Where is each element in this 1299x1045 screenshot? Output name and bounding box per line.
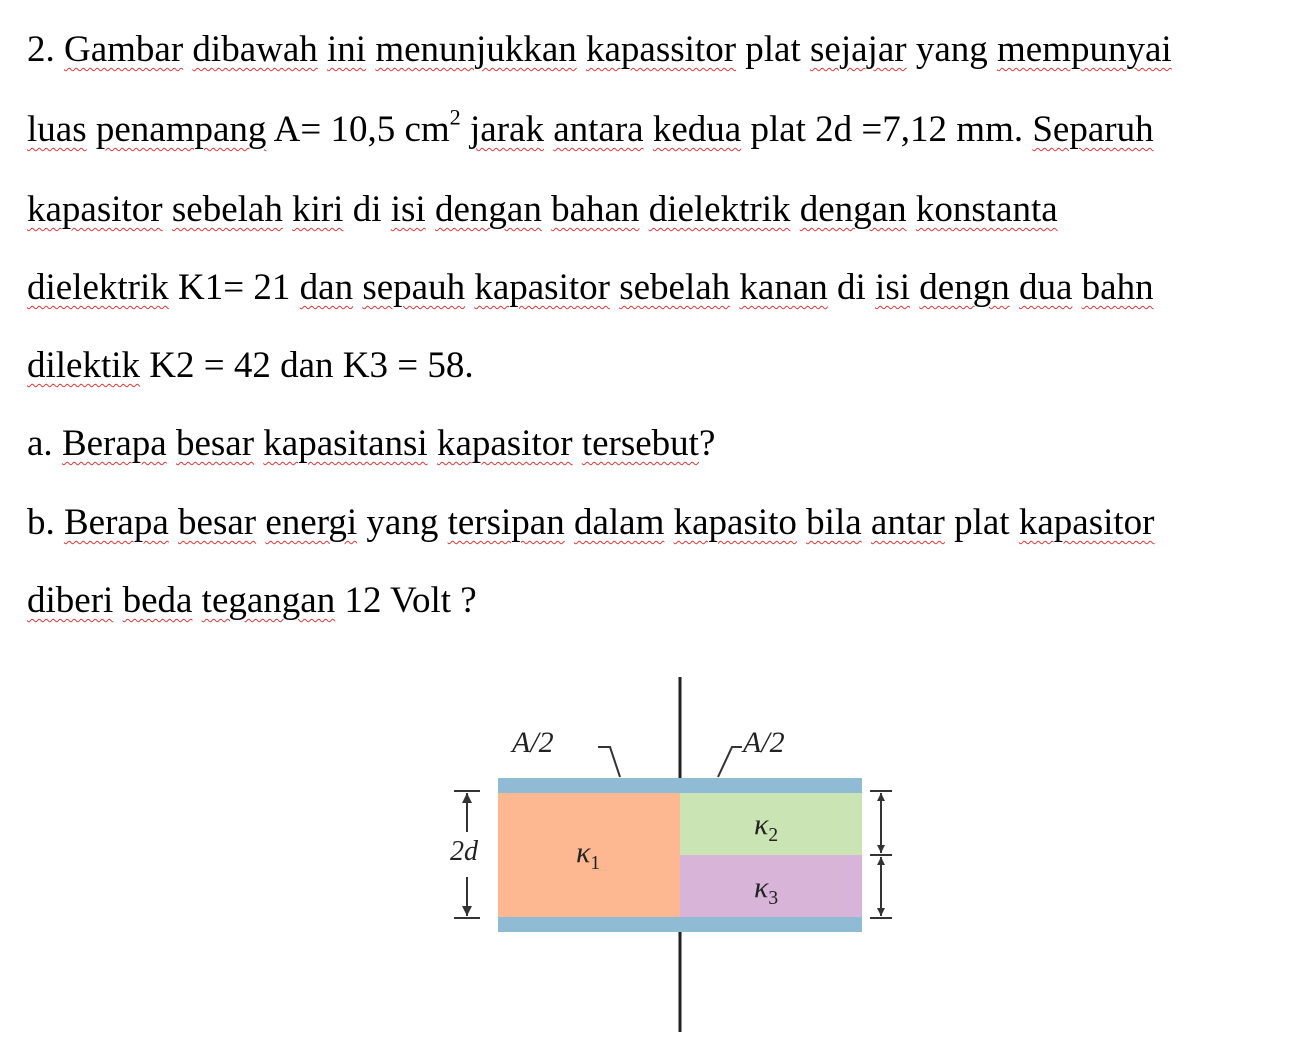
text-run	[862, 502, 871, 543]
text-run: K1= 21	[168, 267, 300, 308]
text-run	[318, 29, 327, 70]
left-area-leader	[598, 747, 620, 777]
text-line	[27, 343, 474, 389]
misspelled-word: mempunyai	[997, 29, 1172, 70]
text-run	[797, 502, 806, 543]
text-run: ?	[698, 423, 716, 464]
gap-dim-down-arrow	[462, 906, 472, 916]
gap-dim-up-arrow	[462, 793, 472, 803]
half-dim-arrow-3	[877, 857, 885, 865]
text-run: 12 Volt ?	[335, 580, 477, 621]
text-run	[664, 502, 673, 543]
k2-subscript: 2	[768, 824, 779, 846]
misspelled-word: dengan	[799, 189, 907, 230]
text-run	[366, 29, 375, 70]
misspelled-word: dielektrik	[648, 189, 791, 230]
text-run	[542, 189, 551, 230]
half-dim-arrow-2	[877, 845, 885, 853]
text-run	[428, 423, 437, 464]
text-run	[610, 267, 619, 308]
text-run: plat 2d =7,12 mm.	[741, 109, 1033, 150]
text-run: A= 10,5 cm	[266, 109, 450, 150]
text-run: yang	[906, 29, 997, 70]
text-run	[639, 189, 648, 230]
text-run: K2 = 42 dan K3 = 58.	[140, 345, 474, 386]
bottom-plate	[498, 917, 862, 932]
misspelled-word: jarak	[470, 109, 544, 150]
text-run	[565, 502, 574, 543]
misspelled-word: konstanta	[915, 189, 1058, 230]
text-run	[790, 189, 799, 230]
text-run	[192, 580, 201, 621]
capacitor-svg	[440, 672, 900, 1037]
text-run	[577, 29, 586, 70]
misspelled-word: dengn	[919, 267, 1010, 308]
misspelled-word: dilektik	[27, 345, 141, 386]
misspelled-word: kanan	[739, 267, 828, 308]
right-area-label: A/2	[743, 726, 785, 759]
half-dim-arrow-1	[877, 793, 885, 801]
text-run	[87, 109, 96, 150]
text-run	[256, 502, 265, 543]
misspelled-word: dibawah	[192, 29, 318, 70]
misspelled-word: dengan	[434, 189, 542, 230]
right-area-leader	[718, 747, 742, 777]
text-run	[1072, 267, 1081, 308]
misspelled-word: kapassitor	[586, 29, 737, 70]
k1-label	[576, 836, 600, 875]
text-run	[465, 267, 474, 308]
misspelled-word: tersipan	[447, 502, 565, 543]
text-run	[169, 502, 178, 543]
text-run	[283, 189, 292, 230]
left-area-label: A/2	[512, 726, 554, 759]
text-run: a.	[27, 423, 62, 464]
text-run	[910, 267, 919, 308]
text-run	[1010, 267, 1019, 308]
misspelled-word: beda	[122, 580, 193, 621]
misspelled-word: ini	[327, 29, 367, 70]
text-run: di	[343, 189, 391, 230]
misspelled-word: kapasitor	[436, 423, 573, 464]
text-run: b.	[27, 502, 64, 543]
misspelled-word: bahan	[551, 189, 640, 230]
misspelled-word: isi	[390, 189, 426, 230]
text-run	[167, 423, 176, 464]
text-run: plat	[944, 502, 1019, 543]
k3-label	[754, 871, 778, 910]
misspelled-word: antar	[870, 502, 945, 543]
misspelled-word: energi	[265, 502, 358, 543]
misspelled-word: dan	[299, 267, 354, 308]
misspelled-word: kapasitor	[474, 267, 610, 308]
text-line	[27, 27, 1172, 73]
misspelled-word: diberi	[27, 580, 114, 621]
misspelled-word: kiri	[292, 189, 344, 230]
text-run	[163, 189, 172, 230]
k1-subscript: 1	[590, 852, 601, 874]
misspelled-word: sebelah	[619, 267, 731, 308]
half-dim-arrow-4	[877, 908, 885, 916]
misspelled-word: kedua	[652, 109, 742, 150]
k2-label	[754, 808, 778, 847]
text-run: 2.	[27, 29, 64, 70]
text-run	[573, 423, 582, 464]
capacitor-diagram	[440, 672, 900, 1037]
text-run	[907, 189, 916, 230]
text-line	[27, 187, 1058, 233]
misspelled-word: besar	[175, 423, 255, 464]
misspelled-word: tersebut	[581, 423, 699, 464]
text-line	[27, 265, 1154, 311]
k3-subscript: 3	[768, 887, 779, 909]
misspelled-word: Berapa	[64, 502, 169, 543]
misspelled-word: Gambar	[64, 29, 184, 70]
text-run: plat	[736, 29, 811, 70]
misspelled-word: antara	[553, 109, 644, 150]
misspelled-word: bahn	[1081, 267, 1154, 308]
superscript: 2	[449, 104, 461, 130]
misspelled-word: sebelah	[171, 189, 283, 230]
misspelled-word: luas	[27, 109, 87, 150]
misspelled-word: sepauh	[362, 267, 466, 308]
text-run	[544, 109, 553, 150]
misspelled-word: dalam	[573, 502, 665, 543]
misspelled-word: kapasitor	[27, 189, 163, 230]
text-run	[113, 580, 122, 621]
misspelled-word: sejajar	[810, 29, 907, 70]
text-line	[27, 500, 1154, 546]
misspelled-word: kapasito	[673, 502, 797, 543]
misspelled-word: dielektrik	[27, 267, 169, 308]
text-run	[254, 423, 263, 464]
gap-label: 2d	[450, 836, 478, 867]
misspelled-word: dua	[1018, 267, 1073, 308]
text-line	[27, 104, 1154, 153]
text-run	[426, 189, 435, 230]
k2-symbol: κ	[754, 808, 769, 841]
text-line	[27, 421, 715, 467]
misspelled-word: menunjukkan	[375, 29, 577, 70]
misspelled-word: bila	[806, 502, 862, 543]
text-run	[461, 109, 470, 150]
k1-symbol: κ	[576, 836, 591, 869]
top-plate	[498, 778, 862, 793]
misspelled-word: isi	[875, 267, 911, 308]
misspelled-word: Berapa	[61, 423, 167, 464]
misspelled-word: Separuh	[1032, 109, 1154, 150]
misspelled-word: tegangan	[201, 580, 336, 621]
text-run: yang	[357, 502, 448, 543]
text-run	[644, 109, 653, 150]
misspelled-word: kapasitansi	[263, 423, 428, 464]
text-run: di	[827, 267, 876, 308]
misspelled-word: kapasitor	[1018, 502, 1155, 543]
misspelled-word: besar	[178, 502, 257, 543]
misspelled-word: penampang	[95, 109, 267, 150]
text-line	[27, 578, 477, 624]
text-run	[353, 267, 362, 308]
k3-symbol: κ	[754, 871, 769, 904]
